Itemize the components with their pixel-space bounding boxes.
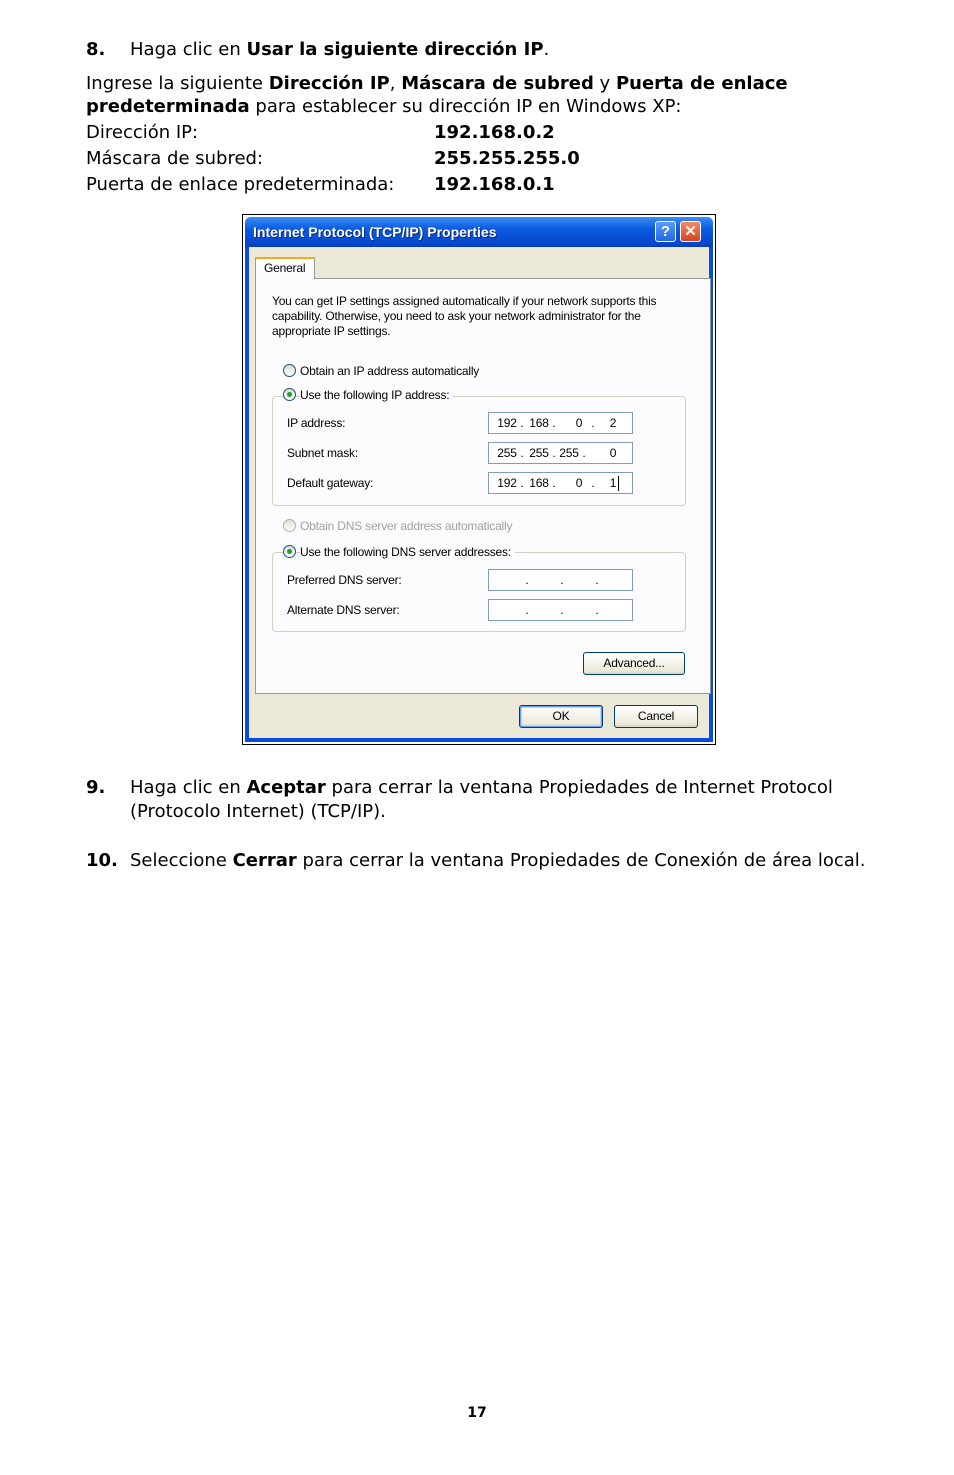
address-value: 255.255.255.0 (434, 148, 580, 169)
radio-label: Obtain DNS server address automatically (300, 518, 516, 534)
radio-button[interactable] (283, 364, 296, 377)
step-number: 10. (86, 850, 118, 871)
preferred-dns-label: Preferred DNS server: (287, 573, 402, 587)
tcpip-properties-dialog (245, 217, 713, 742)
option-name: Aceptar (246, 777, 326, 798)
dialog-screenshot (242, 214, 716, 745)
description-text: You can get IP settings assigned automatically if your network supports this capability. Otherwise, you need to ask your network administrator for the appropriate IP settings. (272, 294, 657, 338)
radio-selected-dot (287, 392, 292, 397)
tab-general[interactable]: General (255, 257, 315, 279)
cancel-button[interactable]: Cancel (614, 705, 698, 728)
address-row (86, 120, 686, 146)
alternate-dns-label: Alternate DNS server: (287, 603, 400, 617)
help-icon[interactable]: ? (655, 221, 676, 242)
radio-label: Use the following IP address: (300, 387, 453, 403)
step-number: 9. (86, 777, 106, 798)
default-gateway-input[interactable]: 192 . 168 . 0 . 1 (488, 472, 633, 494)
radio-button[interactable] (283, 545, 296, 558)
address-value: 192.168.0.2 (434, 122, 555, 143)
address-label: Puerta de enlace predeterminada: (86, 174, 395, 195)
ip-address-input[interactable]: 192 . 168 . 0 . 2 (488, 412, 633, 434)
step-text: Haga clic en Usar la siguiente dirección IP. (130, 39, 550, 60)
step-text: Haga clic en Aceptar para cerrar la ventana Propiedades de Internet Protocol (Protocolo Internet) (TCP/IP). (130, 777, 833, 822)
address-label: Dirección IP: (86, 122, 199, 143)
step-number: 8. (86, 39, 106, 60)
text-caret (618, 476, 619, 491)
advanced-button[interactable]: Advanced... (583, 652, 685, 675)
subnet-mask-input[interactable]: 255 . 255 . 255 . 0 (488, 442, 633, 464)
radio-label: Obtain an IP address automatically (300, 363, 483, 379)
step-text: Seleccione Cerrar para cerrar la ventana Propiedades de Conexión de área local. (130, 850, 866, 871)
option-name: Cerrar (232, 850, 297, 871)
radio-selected-dot (287, 549, 292, 554)
page-number: 17 (467, 1405, 487, 1421)
alternate-dns-input[interactable]: . . . (488, 599, 633, 621)
option-name: Usar la siguiente dirección IP (246, 39, 544, 60)
address-label: Máscara de subred: (86, 148, 264, 169)
address-row (86, 172, 686, 198)
address-value: 192.168.0.1 (434, 174, 555, 195)
dialog-client-area (249, 247, 709, 738)
ok-button[interactable]: OK (519, 705, 603, 728)
preferred-dns-input[interactable]: . . . (488, 569, 633, 591)
radio-button (283, 519, 296, 532)
radio-button[interactable] (283, 388, 296, 401)
general-tab-panel (255, 278, 711, 694)
intro-paragraph: Ingrese la siguiente Dirección IP, Máscara de subred y Puerta de enlace predeterminada para establecer su dirección IP en Windows XP: (86, 73, 788, 117)
address-row (86, 146, 686, 172)
dialog-title: Internet Protocol (TCP/IP) Properties (253, 224, 497, 240)
address-table (86, 120, 686, 198)
ip-address-label: IP address: (287, 416, 346, 430)
radio-label: Use the following DNS server addresses: (300, 544, 515, 560)
title-bar (245, 217, 713, 247)
subnet-mask-label: Subnet mask: (287, 446, 358, 460)
close-icon[interactable]: ✕ (680, 221, 701, 242)
default-gateway-label: Default gateway: (287, 476, 374, 490)
